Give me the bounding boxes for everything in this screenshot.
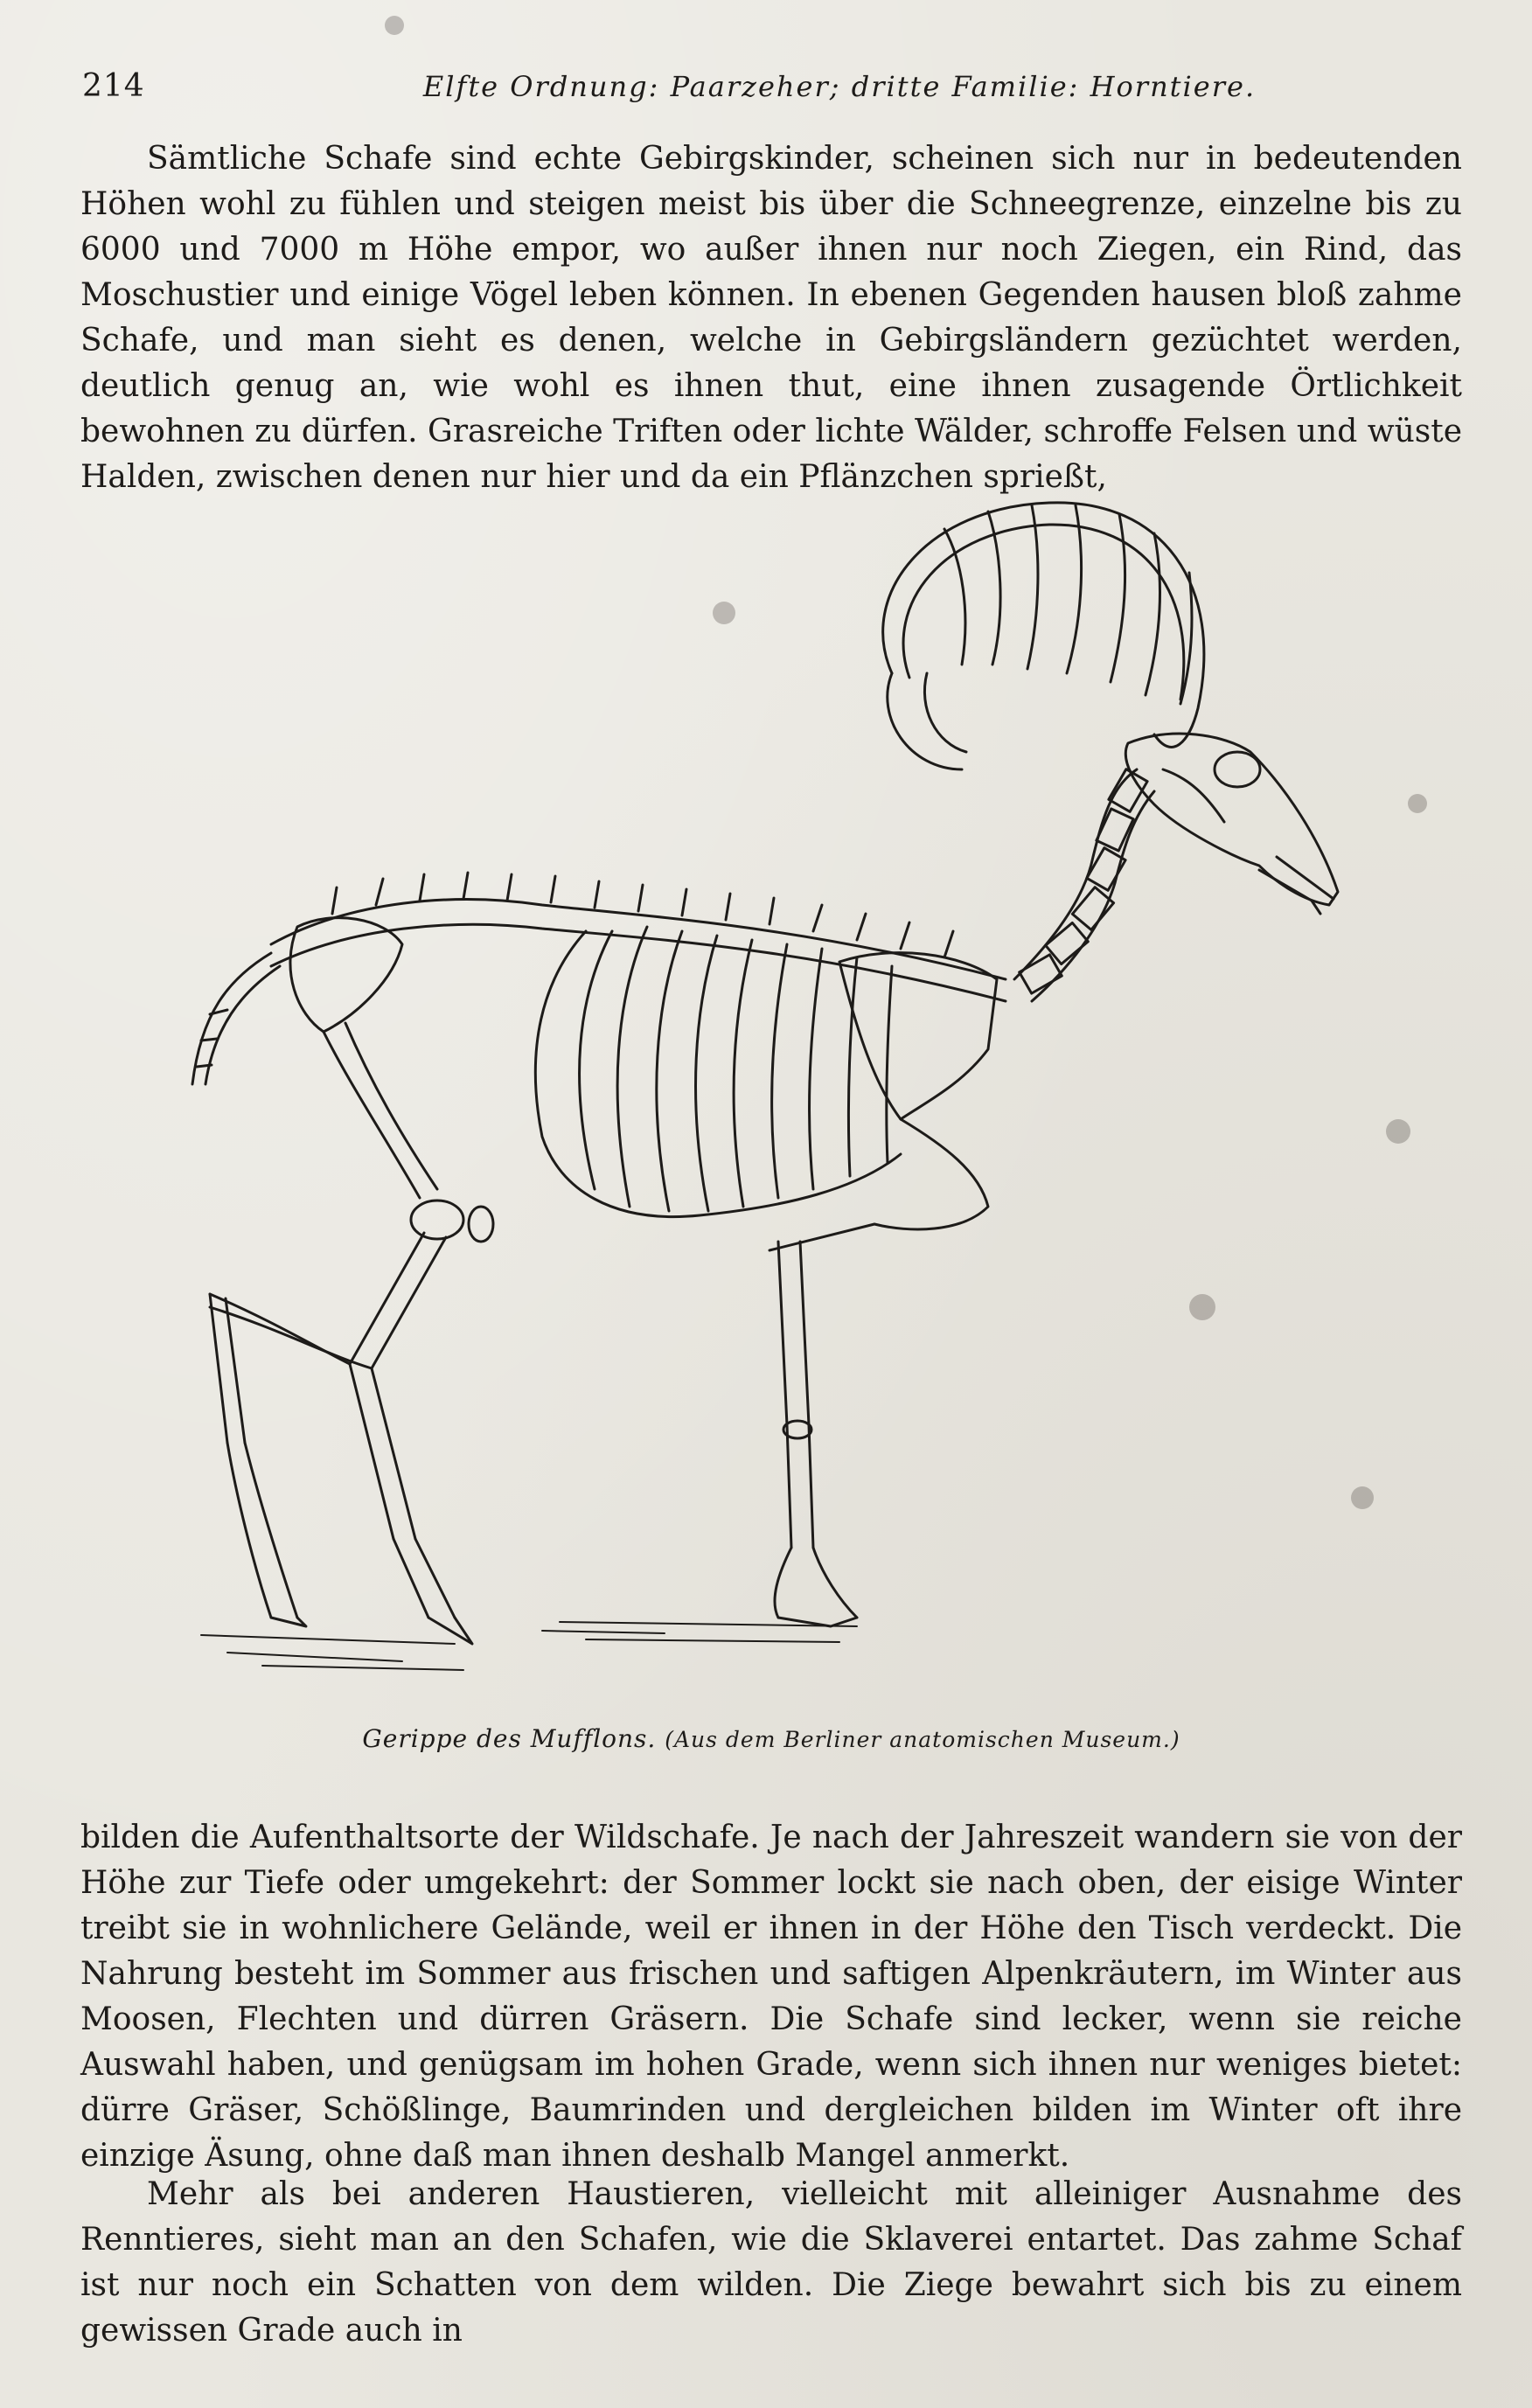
paper-stain <box>1408 794 1427 813</box>
page-number: 214 <box>82 68 145 104</box>
skull <box>1125 734 1338 914</box>
paragraph-text: Mehr als bei anderen Haustieren, vielleicht mit alleiniger Ausnahme des Renntieres, sieht man an den Schafen, wie die Sklaverei entartet. Das zahme Schaf ist nur noch ein Schatten von dem wilden. Die Ziege bewahrt sich bis zu einem gewissen Grade auch in <box>80 2176 1462 2349</box>
front-leg <box>769 953 997 1626</box>
caption-source: (Aus dem Berliner anatomischen Museum.) <box>665 1727 1180 1752</box>
figure-caption <box>80 1724 1462 1753</box>
paragraph-text: Sämtliche Schafe sind echte Gebirgskinder, scheinen sich nur in bedeutenden Höhen wohl zu fühlen und steigen meist bis über die Schneegrenze, einzelne bis zu 6000 und 7000 m Höhe empor, wo außer ihnen nur noch Ziegen, ein Rind, das Moschustier und einige Vögel leben können. In ebenen Gegenden hausen bloß zahme Schafe, und man sieht es denen, welche in Gebirgsländern gezüchtet werden, deutlich genug an, wie wohl es ihnen thut, eine ihnen zusagende Örtlichkeit bewohnen zu dürfen. Grasreiche Triften oder lichte Wälder, schroffe Felsen und wüste Halden, zwischen denen nur hier und da ein Pflänzchen sprießt, <box>80 141 1462 495</box>
neck-vertebrae <box>1014 769 1154 1001</box>
mouflon-skeleton-illustration <box>175 490 1382 1714</box>
running-head <box>79 61 1460 114</box>
figure-mouflon-skeleton <box>175 490 1382 1714</box>
spine <box>271 873 1006 1001</box>
ribcage <box>535 927 901 1217</box>
paper-stain <box>1386 1119 1410 1144</box>
horn <box>883 503 1204 769</box>
paper-stain <box>385 16 404 35</box>
paragraph-2 <box>80 1815 1462 2179</box>
hind-leg <box>210 918 493 1644</box>
paragraph-1 <box>80 136 1462 500</box>
caption-title: Gerippe des Mufflons. <box>362 1724 657 1753</box>
paragraph-3 <box>80 2172 1462 2354</box>
paragraph-text: bilden die Aufenthaltsorte der Wildschafe. Je nach der Jahreszeit wandern sie von der Höhe zur Tiefe oder umgekehrt: der Sommer lockt sie nach oben, der eisige Winter treibt sie in wohnlichere Gelände, weil er ihnen in der Höhe den Tisch verdeckt. Die Nahrung besteht im Sommer aus frischen und saftigen Alpenkräutern, im Winter aus Moosen, Flechten und dürren Gräsern. Die Schafe sind lecker, wenn sie reiche Auswahl haben, und genügsam im hohen Grade, wenn sich ihnen nur weniges bietet: dürre Gräser, Schößlinge, Baumrinden und dergleichen bilden im Winter oft ihre einzige Äsung, ohne daß man ihnen deshalb Mangel anmerkt. <box>80 1820 1462 2174</box>
running-title: Elfte Ordnung: Paarzeher; dritte Familie: Horntiere. <box>422 70 1257 103</box>
ground-shadow <box>201 1622 857 1670</box>
tail <box>192 953 280 1084</box>
